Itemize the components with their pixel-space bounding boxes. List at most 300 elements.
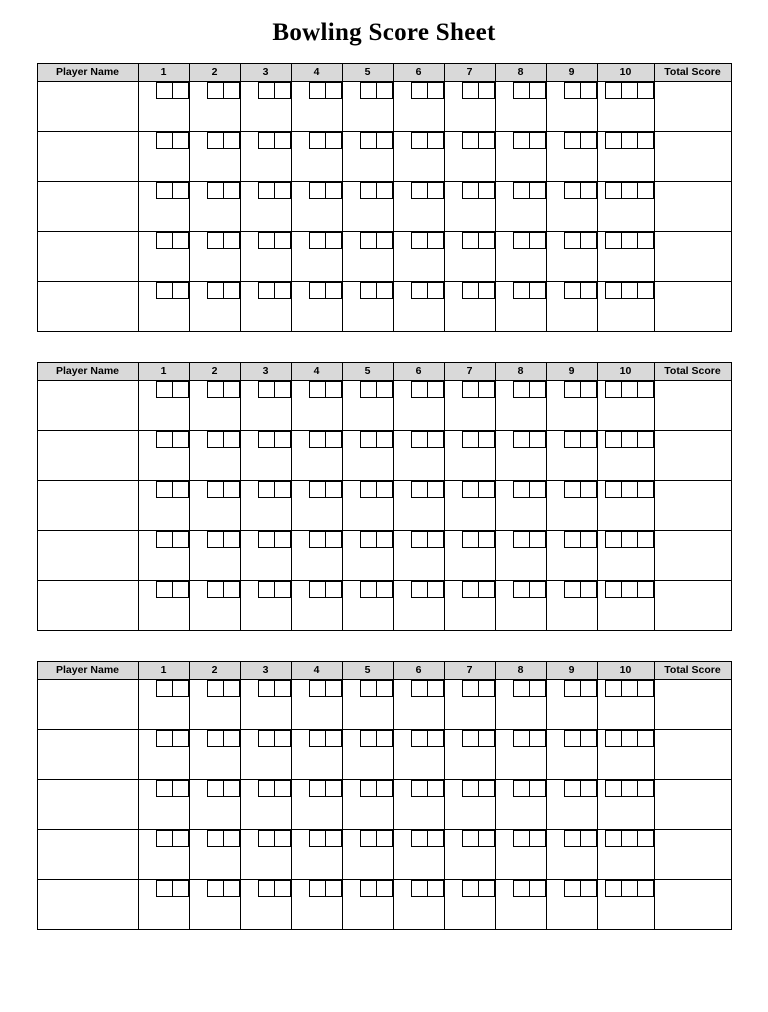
throw-box[interactable] bbox=[580, 730, 597, 747]
frame-cell-4[interactable] bbox=[291, 680, 342, 730]
throw-box[interactable] bbox=[637, 880, 654, 897]
throw-box[interactable] bbox=[513, 431, 530, 448]
frame-cell-7[interactable] bbox=[444, 381, 495, 431]
throw-box[interactable] bbox=[376, 132, 393, 149]
throw-box[interactable] bbox=[637, 381, 654, 398]
throw-box[interactable] bbox=[172, 531, 189, 548]
frame-cell-8[interactable] bbox=[495, 531, 546, 581]
throw-box[interactable] bbox=[621, 282, 638, 299]
throw-box[interactable] bbox=[325, 880, 342, 897]
player-name-cell[interactable] bbox=[37, 481, 138, 531]
frame-cell-6[interactable] bbox=[393, 780, 444, 830]
throw-box[interactable] bbox=[529, 581, 546, 598]
frame-cell-1[interactable] bbox=[138, 182, 189, 232]
throw-box[interactable] bbox=[172, 680, 189, 697]
throw-box[interactable] bbox=[580, 780, 597, 797]
throw-box[interactable] bbox=[274, 830, 291, 847]
throw-box[interactable] bbox=[513, 830, 530, 847]
throw-box[interactable] bbox=[462, 481, 479, 498]
frame-cell-1[interactable] bbox=[138, 780, 189, 830]
throw-box[interactable] bbox=[207, 780, 224, 797]
frame-cell-3[interactable] bbox=[240, 880, 291, 930]
frame-cell-2[interactable] bbox=[189, 730, 240, 780]
throw-box[interactable] bbox=[411, 880, 428, 897]
throw-box[interactable] bbox=[427, 680, 444, 697]
frame-cell-3[interactable] bbox=[240, 232, 291, 282]
throw-box[interactable] bbox=[156, 232, 173, 249]
throw-box[interactable] bbox=[513, 282, 530, 299]
throw-box[interactable] bbox=[258, 680, 275, 697]
total-score-cell[interactable] bbox=[654, 880, 731, 930]
throw-box[interactable] bbox=[376, 680, 393, 697]
throw-box[interactable] bbox=[580, 132, 597, 149]
frame-cell-3[interactable] bbox=[240, 481, 291, 531]
frame-cell-8[interactable] bbox=[495, 82, 546, 132]
frame-cell-10[interactable] bbox=[597, 581, 654, 631]
throw-box[interactable] bbox=[274, 82, 291, 99]
total-score-cell[interactable] bbox=[654, 830, 731, 880]
throw-box[interactable] bbox=[274, 381, 291, 398]
throw-box[interactable] bbox=[411, 132, 428, 149]
frame-cell-7[interactable] bbox=[444, 132, 495, 182]
throw-box[interactable] bbox=[462, 132, 479, 149]
throw-box[interactable] bbox=[462, 282, 479, 299]
throw-box[interactable] bbox=[478, 581, 495, 598]
throw-box[interactable] bbox=[580, 282, 597, 299]
frame-cell-7[interactable] bbox=[444, 431, 495, 481]
throw-box[interactable] bbox=[478, 431, 495, 448]
frame-cell-8[interactable] bbox=[495, 282, 546, 332]
frame-cell-1[interactable] bbox=[138, 381, 189, 431]
frame-cell-3[interactable] bbox=[240, 282, 291, 332]
frame-cell-9[interactable] bbox=[546, 232, 597, 282]
throw-box[interactable] bbox=[172, 82, 189, 99]
throw-box[interactable] bbox=[605, 182, 622, 199]
throw-box[interactable] bbox=[427, 581, 444, 598]
throw-box[interactable] bbox=[325, 282, 342, 299]
frame-cell-4[interactable] bbox=[291, 830, 342, 880]
frame-cell-8[interactable] bbox=[495, 132, 546, 182]
throw-box[interactable] bbox=[427, 730, 444, 747]
frame-cell-10[interactable] bbox=[597, 780, 654, 830]
frame-cell-5[interactable] bbox=[342, 581, 393, 631]
frame-cell-2[interactable] bbox=[189, 431, 240, 481]
throw-box[interactable] bbox=[529, 680, 546, 697]
frame-cell-10[interactable] bbox=[597, 431, 654, 481]
throw-box[interactable] bbox=[411, 830, 428, 847]
throw-box[interactable] bbox=[223, 182, 240, 199]
total-score-cell[interactable] bbox=[654, 680, 731, 730]
frame-cell-2[interactable] bbox=[189, 481, 240, 531]
frame-cell-1[interactable] bbox=[138, 531, 189, 581]
throw-box[interactable] bbox=[309, 581, 326, 598]
frame-cell-3[interactable] bbox=[240, 431, 291, 481]
player-name-cell[interactable] bbox=[37, 132, 138, 182]
throw-box[interactable] bbox=[309, 780, 326, 797]
frame-cell-8[interactable] bbox=[495, 680, 546, 730]
throw-box[interactable] bbox=[376, 481, 393, 498]
throw-box[interactable] bbox=[529, 282, 546, 299]
throw-box[interactable] bbox=[309, 431, 326, 448]
throw-box[interactable] bbox=[605, 431, 622, 448]
frame-cell-10[interactable] bbox=[597, 381, 654, 431]
throw-box[interactable] bbox=[309, 531, 326, 548]
player-name-cell[interactable] bbox=[37, 282, 138, 332]
throw-box[interactable] bbox=[427, 182, 444, 199]
throw-box[interactable] bbox=[207, 82, 224, 99]
frame-cell-8[interactable] bbox=[495, 581, 546, 631]
frame-cell-3[interactable] bbox=[240, 82, 291, 132]
throw-box[interactable] bbox=[207, 730, 224, 747]
frame-cell-10[interactable] bbox=[597, 481, 654, 531]
throw-box[interactable] bbox=[605, 82, 622, 99]
throw-box[interactable] bbox=[258, 830, 275, 847]
throw-box[interactable] bbox=[360, 431, 377, 448]
throw-box[interactable] bbox=[529, 182, 546, 199]
total-score-cell[interactable] bbox=[654, 182, 731, 232]
throw-box[interactable] bbox=[274, 481, 291, 498]
player-name-cell[interactable] bbox=[37, 182, 138, 232]
throw-box[interactable] bbox=[411, 481, 428, 498]
throw-box[interactable] bbox=[207, 182, 224, 199]
throw-box[interactable] bbox=[621, 680, 638, 697]
throw-box[interactable] bbox=[529, 232, 546, 249]
throw-box[interactable] bbox=[223, 780, 240, 797]
frame-cell-9[interactable] bbox=[546, 132, 597, 182]
total-score-cell[interactable] bbox=[654, 730, 731, 780]
total-score-cell[interactable] bbox=[654, 381, 731, 431]
throw-box[interactable] bbox=[580, 581, 597, 598]
frame-cell-8[interactable] bbox=[495, 431, 546, 481]
throw-box[interactable] bbox=[605, 282, 622, 299]
throw-box[interactable] bbox=[156, 730, 173, 747]
throw-box[interactable] bbox=[564, 680, 581, 697]
throw-box[interactable] bbox=[637, 780, 654, 797]
throw-box[interactable] bbox=[172, 880, 189, 897]
total-score-cell[interactable] bbox=[654, 132, 731, 182]
frame-cell-3[interactable] bbox=[240, 780, 291, 830]
throw-box[interactable] bbox=[376, 431, 393, 448]
throw-box[interactable] bbox=[529, 481, 546, 498]
throw-box[interactable] bbox=[223, 232, 240, 249]
throw-box[interactable] bbox=[274, 232, 291, 249]
throw-box[interactable] bbox=[172, 481, 189, 498]
frame-cell-6[interactable] bbox=[393, 182, 444, 232]
frame-cell-1[interactable] bbox=[138, 232, 189, 282]
frame-cell-2[interactable] bbox=[189, 581, 240, 631]
frame-cell-2[interactable] bbox=[189, 381, 240, 431]
throw-box[interactable] bbox=[564, 431, 581, 448]
throw-box[interactable] bbox=[564, 730, 581, 747]
throw-box[interactable] bbox=[513, 880, 530, 897]
frame-cell-7[interactable] bbox=[444, 481, 495, 531]
frame-cell-3[interactable] bbox=[240, 581, 291, 631]
frame-cell-10[interactable] bbox=[597, 830, 654, 880]
throw-box[interactable] bbox=[580, 531, 597, 548]
throw-box[interactable] bbox=[376, 830, 393, 847]
frame-cell-9[interactable] bbox=[546, 431, 597, 481]
throw-box[interactable] bbox=[411, 531, 428, 548]
frame-cell-3[interactable] bbox=[240, 132, 291, 182]
throw-box[interactable] bbox=[580, 82, 597, 99]
throw-box[interactable] bbox=[360, 381, 377, 398]
throw-box[interactable] bbox=[564, 830, 581, 847]
throw-box[interactable] bbox=[360, 282, 377, 299]
throw-box[interactable] bbox=[156, 381, 173, 398]
throw-box[interactable] bbox=[637, 431, 654, 448]
throw-box[interactable] bbox=[360, 481, 377, 498]
throw-box[interactable] bbox=[478, 830, 495, 847]
frame-cell-5[interactable] bbox=[342, 431, 393, 481]
frame-cell-5[interactable] bbox=[342, 780, 393, 830]
throw-box[interactable] bbox=[478, 531, 495, 548]
frame-cell-9[interactable] bbox=[546, 780, 597, 830]
throw-box[interactable] bbox=[605, 581, 622, 598]
throw-box[interactable] bbox=[172, 232, 189, 249]
throw-box[interactable] bbox=[258, 481, 275, 498]
frame-cell-8[interactable] bbox=[495, 232, 546, 282]
throw-box[interactable] bbox=[258, 730, 275, 747]
frame-cell-6[interactable] bbox=[393, 232, 444, 282]
throw-box[interactable] bbox=[376, 581, 393, 598]
frame-cell-9[interactable] bbox=[546, 182, 597, 232]
throw-box[interactable] bbox=[207, 381, 224, 398]
throw-box[interactable] bbox=[309, 232, 326, 249]
throw-box[interactable] bbox=[325, 182, 342, 199]
throw-box[interactable] bbox=[309, 282, 326, 299]
throw-box[interactable] bbox=[637, 282, 654, 299]
throw-box[interactable] bbox=[478, 182, 495, 199]
frame-cell-10[interactable] bbox=[597, 182, 654, 232]
throw-box[interactable] bbox=[207, 830, 224, 847]
throw-box[interactable] bbox=[223, 381, 240, 398]
throw-box[interactable] bbox=[513, 182, 530, 199]
frame-cell-2[interactable] bbox=[189, 282, 240, 332]
frame-cell-7[interactable] bbox=[444, 730, 495, 780]
throw-box[interactable] bbox=[258, 182, 275, 199]
throw-box[interactable] bbox=[637, 830, 654, 847]
throw-box[interactable] bbox=[258, 381, 275, 398]
throw-box[interactable] bbox=[172, 581, 189, 598]
throw-box[interactable] bbox=[427, 830, 444, 847]
throw-box[interactable] bbox=[156, 182, 173, 199]
throw-box[interactable] bbox=[621, 531, 638, 548]
frame-cell-7[interactable] bbox=[444, 581, 495, 631]
frame-cell-5[interactable] bbox=[342, 381, 393, 431]
frame-cell-9[interactable] bbox=[546, 680, 597, 730]
frame-cell-4[interactable] bbox=[291, 182, 342, 232]
throw-box[interactable] bbox=[360, 780, 377, 797]
throw-box[interactable] bbox=[325, 481, 342, 498]
frame-cell-2[interactable] bbox=[189, 182, 240, 232]
throw-box[interactable] bbox=[529, 830, 546, 847]
throw-box[interactable] bbox=[529, 780, 546, 797]
throw-box[interactable] bbox=[258, 132, 275, 149]
throw-box[interactable] bbox=[207, 132, 224, 149]
throw-box[interactable] bbox=[360, 82, 377, 99]
throw-box[interactable] bbox=[156, 282, 173, 299]
frame-cell-9[interactable] bbox=[546, 531, 597, 581]
throw-box[interactable] bbox=[580, 680, 597, 697]
frame-cell-4[interactable] bbox=[291, 381, 342, 431]
total-score-cell[interactable] bbox=[654, 531, 731, 581]
frame-cell-2[interactable] bbox=[189, 680, 240, 730]
frame-cell-6[interactable] bbox=[393, 431, 444, 481]
frame-cell-1[interactable] bbox=[138, 830, 189, 880]
throw-box[interactable] bbox=[325, 680, 342, 697]
throw-box[interactable] bbox=[274, 730, 291, 747]
frame-cell-9[interactable] bbox=[546, 581, 597, 631]
throw-box[interactable] bbox=[274, 182, 291, 199]
frame-cell-7[interactable] bbox=[444, 232, 495, 282]
throw-box[interactable] bbox=[223, 581, 240, 598]
throw-box[interactable] bbox=[258, 82, 275, 99]
throw-box[interactable] bbox=[360, 680, 377, 697]
throw-box[interactable] bbox=[156, 880, 173, 897]
throw-box[interactable] bbox=[376, 82, 393, 99]
throw-box[interactable] bbox=[564, 132, 581, 149]
frame-cell-10[interactable] bbox=[597, 82, 654, 132]
throw-box[interactable] bbox=[223, 880, 240, 897]
frame-cell-4[interactable] bbox=[291, 481, 342, 531]
throw-box[interactable] bbox=[462, 232, 479, 249]
frame-cell-9[interactable] bbox=[546, 880, 597, 930]
frame-cell-5[interactable] bbox=[342, 880, 393, 930]
frame-cell-10[interactable] bbox=[597, 232, 654, 282]
throw-box[interactable] bbox=[172, 381, 189, 398]
throw-box[interactable] bbox=[172, 780, 189, 797]
throw-box[interactable] bbox=[478, 880, 495, 897]
throw-box[interactable] bbox=[580, 232, 597, 249]
player-name-cell[interactable] bbox=[37, 581, 138, 631]
frame-cell-10[interactable] bbox=[597, 531, 654, 581]
frame-cell-5[interactable] bbox=[342, 481, 393, 531]
throw-box[interactable] bbox=[462, 531, 479, 548]
throw-box[interactable] bbox=[274, 780, 291, 797]
throw-box[interactable] bbox=[207, 581, 224, 598]
throw-box[interactable] bbox=[529, 82, 546, 99]
frame-cell-1[interactable] bbox=[138, 680, 189, 730]
throw-box[interactable] bbox=[529, 132, 546, 149]
throw-box[interactable] bbox=[478, 680, 495, 697]
throw-box[interactable] bbox=[172, 431, 189, 448]
frame-cell-2[interactable] bbox=[189, 132, 240, 182]
player-name-cell[interactable] bbox=[37, 232, 138, 282]
throw-box[interactable] bbox=[325, 381, 342, 398]
throw-box[interactable] bbox=[605, 132, 622, 149]
throw-box[interactable] bbox=[513, 381, 530, 398]
throw-box[interactable] bbox=[637, 132, 654, 149]
frame-cell-4[interactable] bbox=[291, 132, 342, 182]
throw-box[interactable] bbox=[462, 581, 479, 598]
throw-box[interactable] bbox=[462, 880, 479, 897]
throw-box[interactable] bbox=[223, 431, 240, 448]
throw-box[interactable] bbox=[637, 531, 654, 548]
throw-box[interactable] bbox=[325, 780, 342, 797]
total-score-cell[interactable] bbox=[654, 282, 731, 332]
throw-box[interactable] bbox=[462, 82, 479, 99]
throw-box[interactable] bbox=[605, 381, 622, 398]
frame-cell-7[interactable] bbox=[444, 880, 495, 930]
frame-cell-10[interactable] bbox=[597, 132, 654, 182]
frame-cell-3[interactable] bbox=[240, 830, 291, 880]
throw-box[interactable] bbox=[427, 282, 444, 299]
player-name-cell[interactable] bbox=[37, 531, 138, 581]
frame-cell-7[interactable] bbox=[444, 780, 495, 830]
throw-box[interactable] bbox=[605, 481, 622, 498]
throw-box[interactable] bbox=[478, 481, 495, 498]
frame-cell-9[interactable] bbox=[546, 830, 597, 880]
throw-box[interactable] bbox=[309, 182, 326, 199]
throw-box[interactable] bbox=[637, 232, 654, 249]
frame-cell-8[interactable] bbox=[495, 880, 546, 930]
frame-cell-8[interactable] bbox=[495, 182, 546, 232]
frame-cell-1[interactable] bbox=[138, 431, 189, 481]
throw-box[interactable] bbox=[478, 381, 495, 398]
throw-box[interactable] bbox=[325, 581, 342, 598]
throw-box[interactable] bbox=[427, 880, 444, 897]
throw-box[interactable] bbox=[513, 581, 530, 598]
throw-box[interactable] bbox=[223, 531, 240, 548]
throw-box[interactable] bbox=[427, 481, 444, 498]
throw-box[interactable] bbox=[605, 680, 622, 697]
throw-box[interactable] bbox=[325, 132, 342, 149]
frame-cell-3[interactable] bbox=[240, 680, 291, 730]
throw-box[interactable] bbox=[172, 132, 189, 149]
throw-box[interactable] bbox=[325, 431, 342, 448]
player-name-cell[interactable] bbox=[37, 830, 138, 880]
frame-cell-6[interactable] bbox=[393, 730, 444, 780]
frame-cell-1[interactable] bbox=[138, 82, 189, 132]
throw-box[interactable] bbox=[564, 780, 581, 797]
frame-cell-6[interactable] bbox=[393, 531, 444, 581]
throw-box[interactable] bbox=[478, 132, 495, 149]
throw-box[interactable] bbox=[411, 282, 428, 299]
throw-box[interactable] bbox=[462, 680, 479, 697]
frame-cell-6[interactable] bbox=[393, 880, 444, 930]
frame-cell-6[interactable] bbox=[393, 82, 444, 132]
frame-cell-5[interactable] bbox=[342, 680, 393, 730]
throw-box[interactable] bbox=[325, 82, 342, 99]
throw-box[interactable] bbox=[513, 481, 530, 498]
throw-box[interactable] bbox=[462, 830, 479, 847]
throw-box[interactable] bbox=[156, 431, 173, 448]
player-name-cell[interactable] bbox=[37, 880, 138, 930]
throw-box[interactable] bbox=[156, 82, 173, 99]
total-score-cell[interactable] bbox=[654, 82, 731, 132]
throw-box[interactable] bbox=[172, 182, 189, 199]
frame-cell-1[interactable] bbox=[138, 730, 189, 780]
throw-box[interactable] bbox=[411, 182, 428, 199]
throw-box[interactable] bbox=[258, 232, 275, 249]
throw-box[interactable] bbox=[274, 531, 291, 548]
frame-cell-2[interactable] bbox=[189, 232, 240, 282]
throw-box[interactable] bbox=[309, 381, 326, 398]
throw-box[interactable] bbox=[605, 830, 622, 847]
throw-box[interactable] bbox=[529, 730, 546, 747]
throw-box[interactable] bbox=[427, 232, 444, 249]
frame-cell-7[interactable] bbox=[444, 182, 495, 232]
throw-box[interactable] bbox=[172, 830, 189, 847]
frame-cell-1[interactable] bbox=[138, 481, 189, 531]
throw-box[interactable] bbox=[637, 481, 654, 498]
player-name-cell[interactable] bbox=[37, 780, 138, 830]
throw-box[interactable] bbox=[427, 780, 444, 797]
throw-box[interactable] bbox=[478, 282, 495, 299]
throw-box[interactable] bbox=[156, 581, 173, 598]
player-name-cell[interactable] bbox=[37, 381, 138, 431]
frame-cell-9[interactable] bbox=[546, 381, 597, 431]
